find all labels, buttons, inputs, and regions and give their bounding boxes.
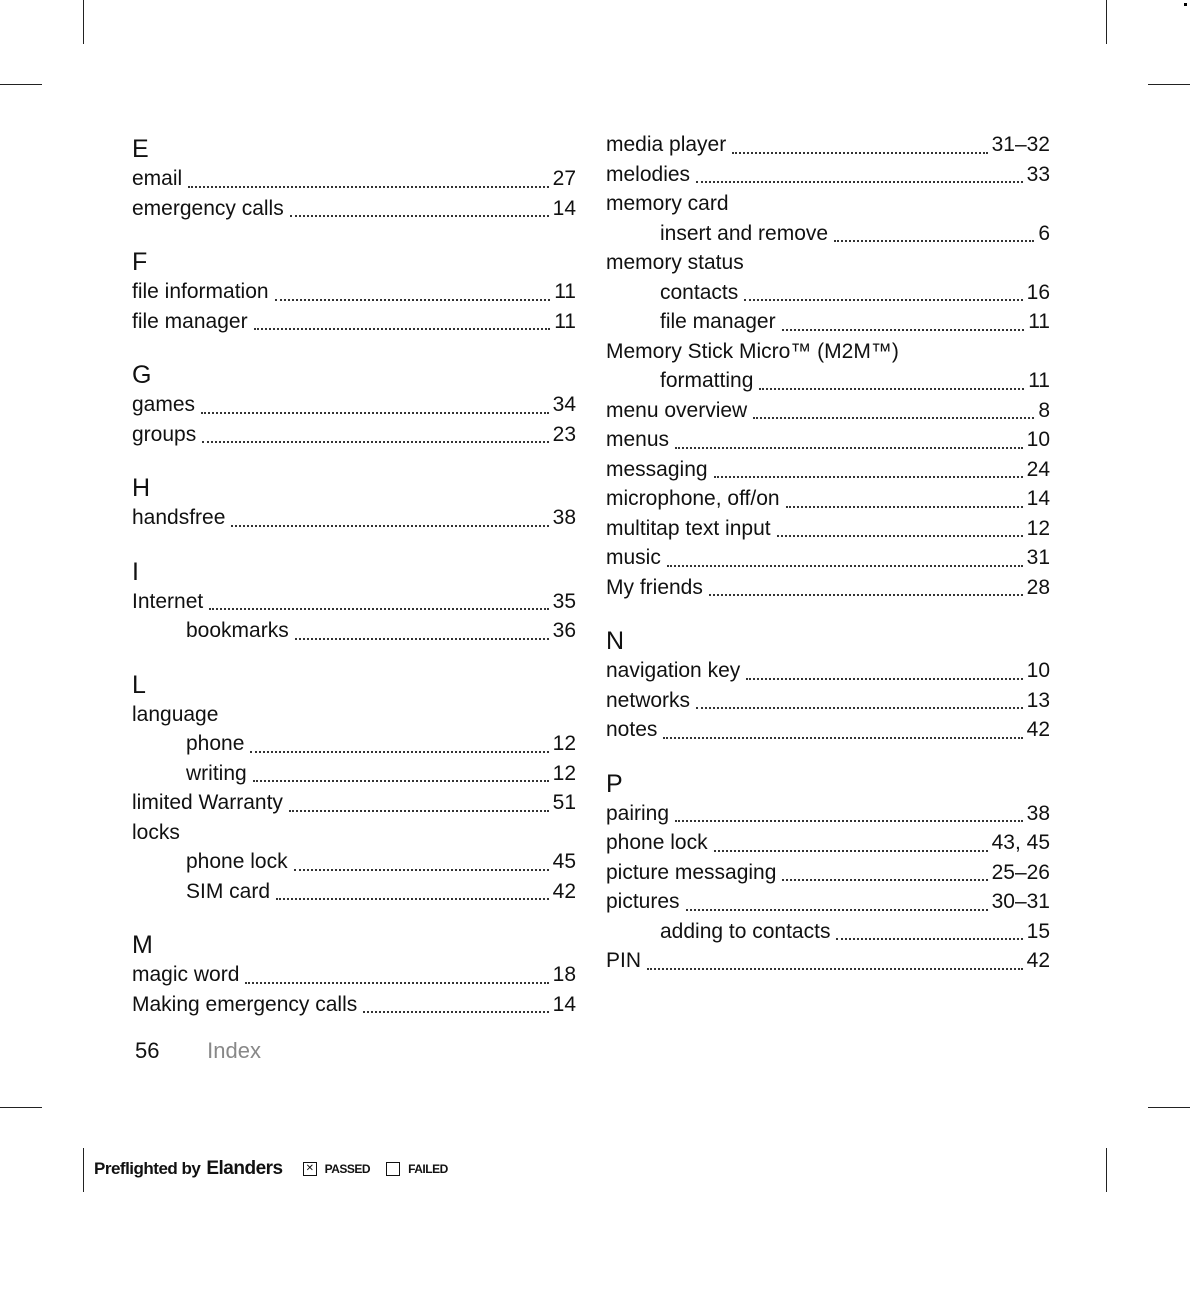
index-entry bbox=[606, 278, 1050, 308]
dot-leader bbox=[675, 427, 1023, 449]
index-entry bbox=[132, 194, 576, 224]
entry-term: file manager bbox=[132, 309, 248, 333]
crop-mark bbox=[0, 84, 42, 85]
index-entry bbox=[606, 917, 1050, 947]
entry-term: contacts bbox=[660, 280, 739, 304]
entry-page: 25–26 bbox=[991, 860, 1050, 884]
entry-page: 34 bbox=[552, 393, 576, 416]
dot-leader bbox=[686, 889, 988, 911]
index-entry bbox=[132, 818, 576, 848]
dot-leader bbox=[782, 859, 987, 881]
entry-page: 43, 45 bbox=[991, 831, 1050, 854]
dot-leader bbox=[667, 545, 1023, 567]
index-entry bbox=[606, 715, 1050, 745]
entry-page: 38 bbox=[1026, 801, 1050, 825]
entry-page: 11 bbox=[1028, 310, 1050, 333]
index-entry bbox=[606, 484, 1050, 514]
failed-label: FAILED bbox=[408, 1162, 448, 1176]
crop-mark bbox=[83, 0, 84, 44]
entry-page: 11 bbox=[554, 309, 576, 333]
crop-mark bbox=[0, 1107, 42, 1108]
entry-page: 23 bbox=[552, 422, 576, 446]
entry-term: PIN bbox=[606, 949, 642, 972]
entry-term: language bbox=[132, 702, 219, 726]
index-entry bbox=[132, 503, 576, 533]
entry-term: limited Warranty bbox=[132, 791, 283, 814]
dot-leader bbox=[696, 687, 1023, 709]
index-entry bbox=[132, 390, 576, 420]
index-entry bbox=[606, 887, 1050, 917]
entry-page: 14 bbox=[552, 992, 576, 1016]
entry-page: 12 bbox=[1026, 516, 1050, 540]
entry-page: 15 bbox=[1026, 919, 1050, 943]
entry-page: 10 bbox=[1026, 659, 1050, 682]
index-entry bbox=[606, 337, 1050, 367]
dot-leader bbox=[753, 397, 1034, 419]
entry-term: phone lock bbox=[606, 831, 708, 854]
preflight-label: Preflighted by bbox=[94, 1159, 201, 1178]
index-entry bbox=[132, 759, 576, 789]
entry-term: insert and remove bbox=[660, 221, 829, 245]
entry-page: 31–32 bbox=[991, 133, 1050, 156]
entry-page: 33 bbox=[1026, 162, 1050, 186]
dot-leader bbox=[744, 279, 1022, 301]
dot-leader bbox=[714, 830, 988, 852]
index-entry bbox=[606, 396, 1050, 426]
entry-term: handsfree bbox=[132, 506, 226, 529]
entry-page: 14 bbox=[552, 196, 576, 220]
crop-mark bbox=[83, 1148, 84, 1192]
index-left-column bbox=[132, 130, 576, 1039]
dot-leader bbox=[782, 309, 1025, 331]
entry-term: email bbox=[132, 167, 183, 190]
index-entry bbox=[606, 219, 1050, 249]
crop-mark bbox=[1106, 1148, 1107, 1192]
index-section bbox=[606, 765, 1050, 976]
index-entry bbox=[132, 847, 576, 877]
index-entry bbox=[132, 277, 576, 307]
section-letter: L bbox=[132, 670, 146, 699]
index-entry bbox=[606, 130, 1050, 160]
entry-term: phone bbox=[186, 732, 245, 755]
index-entry bbox=[132, 307, 576, 337]
section-letter: N bbox=[606, 627, 625, 655]
index-entry bbox=[606, 160, 1050, 190]
entry-page: 6 bbox=[1038, 221, 1050, 245]
section-letter: G bbox=[132, 361, 152, 389]
dot-leader bbox=[188, 166, 548, 188]
index-section bbox=[132, 469, 576, 533]
entry-term: menu overview bbox=[606, 398, 748, 422]
index-entry bbox=[606, 946, 1050, 976]
dot-leader bbox=[759, 368, 1024, 390]
index-entry bbox=[606, 248, 1050, 278]
dot-leader bbox=[714, 456, 1023, 478]
index-entry bbox=[606, 573, 1050, 603]
entry-term: pictures bbox=[606, 890, 680, 913]
dot-leader bbox=[786, 486, 1023, 508]
page-footer bbox=[135, 1038, 261, 1064]
index-entry bbox=[606, 799, 1050, 829]
entry-page: 30–31 bbox=[991, 890, 1050, 913]
index-entry bbox=[606, 189, 1050, 219]
index-entry bbox=[132, 788, 576, 818]
entry-term: memory status bbox=[606, 251, 744, 274]
entry-page: 12 bbox=[552, 732, 576, 755]
index-entry bbox=[606, 425, 1050, 455]
entry-term: adding to contacts bbox=[660, 919, 831, 943]
crop-mark bbox=[1106, 0, 1107, 44]
entry-term: media player bbox=[606, 133, 727, 156]
entry-term: music bbox=[606, 546, 661, 569]
entry-term: memory card bbox=[606, 192, 729, 215]
index-entry bbox=[132, 990, 576, 1020]
index-entry bbox=[606, 455, 1050, 485]
entry-page: 24 bbox=[1026, 457, 1050, 481]
dot-leader bbox=[363, 991, 548, 1013]
section-letter: P bbox=[606, 769, 623, 798]
entry-page: 11 bbox=[1028, 369, 1050, 392]
dot-leader bbox=[295, 618, 549, 640]
index-right-column bbox=[606, 130, 1050, 996]
dot-leader bbox=[836, 918, 1022, 940]
entry-term: bookmarks bbox=[186, 619, 289, 642]
index-entry bbox=[132, 700, 576, 730]
section-letter: H bbox=[132, 474, 151, 502]
entry-term: picture messaging bbox=[606, 860, 777, 884]
dot-leader bbox=[777, 515, 1023, 537]
section-letter: F bbox=[132, 248, 148, 276]
entry-term: groups bbox=[132, 422, 197, 446]
entry-term: emergency calls bbox=[132, 196, 284, 220]
entry-page: 51 bbox=[552, 791, 576, 814]
dot-leader bbox=[202, 421, 548, 443]
dot-leader bbox=[294, 849, 549, 871]
entry-term: Memory Stick Micro™ (M2M™) bbox=[606, 339, 899, 363]
dot-leader bbox=[201, 392, 549, 414]
entry-term: file information bbox=[132, 280, 269, 303]
preflight-brand: Elanders bbox=[206, 1158, 283, 1179]
entry-term: My friends bbox=[606, 575, 703, 599]
dot-leader bbox=[290, 195, 549, 217]
dot-leader bbox=[647, 948, 1023, 970]
crop-mark bbox=[1148, 84, 1190, 85]
entry-page: 28 bbox=[1026, 575, 1050, 599]
index-section bbox=[606, 622, 1050, 745]
index-entry bbox=[606, 366, 1050, 396]
entry-page: 45 bbox=[552, 850, 576, 873]
dot-leader bbox=[696, 161, 1023, 183]
entry-term: menus bbox=[606, 428, 670, 451]
entry-term: phone lock bbox=[186, 850, 288, 873]
index-section bbox=[132, 926, 576, 1019]
index-entry bbox=[132, 616, 576, 646]
section-letter: E bbox=[132, 135, 149, 163]
entry-term: navigation key bbox=[606, 659, 741, 682]
dot-leader bbox=[253, 760, 549, 782]
dot-leader bbox=[254, 308, 551, 330]
entry-page: 42 bbox=[1026, 949, 1050, 972]
dot-leader bbox=[289, 790, 549, 812]
entry-page: 42 bbox=[1026, 718, 1050, 741]
passed-label: PASSED bbox=[324, 1162, 371, 1176]
entry-term: magic word bbox=[132, 963, 240, 986]
dot-leader bbox=[732, 132, 987, 154]
passed-checkbox-icon: ✕ bbox=[303, 1162, 317, 1176]
entry-page: 27 bbox=[552, 167, 576, 190]
entry-term: notes bbox=[606, 718, 658, 741]
entry-term: messaging bbox=[606, 457, 708, 481]
index-entry bbox=[132, 420, 576, 450]
entry-term: networks bbox=[606, 688, 691, 712]
entry-page: 14 bbox=[1026, 487, 1050, 510]
entry-term: Making emergency calls bbox=[132, 992, 358, 1016]
index-entry bbox=[132, 729, 576, 759]
index-entry bbox=[606, 858, 1050, 888]
registration-dot bbox=[1184, 3, 1187, 6]
entry-term: formatting bbox=[660, 369, 754, 392]
entry-page: 31 bbox=[1026, 546, 1050, 569]
index-entry bbox=[606, 828, 1050, 858]
entry-page: 42 bbox=[552, 879, 576, 903]
index-entry bbox=[132, 587, 576, 617]
entry-term: Internet bbox=[132, 589, 204, 613]
index-entry bbox=[132, 877, 576, 907]
crop-mark bbox=[1148, 1107, 1190, 1108]
entry-page: 12 bbox=[552, 761, 576, 785]
entry-page: 16 bbox=[1026, 280, 1050, 304]
entry-term: multitap text input bbox=[606, 516, 771, 540]
entry-page: 11 bbox=[554, 280, 576, 303]
failed-checkbox-icon bbox=[386, 1162, 400, 1176]
index-entry bbox=[606, 543, 1050, 573]
index-entry bbox=[606, 514, 1050, 544]
entry-term: locks bbox=[132, 820, 180, 844]
section-letter: M bbox=[132, 931, 153, 959]
page-number: 56 bbox=[135, 1038, 160, 1063]
index-section bbox=[606, 130, 1050, 602]
entry-page: 8 bbox=[1038, 398, 1050, 422]
entry-page: 35 bbox=[552, 589, 576, 613]
index-entry bbox=[132, 960, 576, 990]
dot-leader bbox=[709, 574, 1023, 596]
entry-term: games bbox=[132, 393, 196, 416]
dot-leader bbox=[245, 962, 548, 984]
entry-page: 13 bbox=[1026, 688, 1050, 712]
preflight-stamp bbox=[94, 1158, 458, 1180]
entry-term: SIM card bbox=[186, 879, 271, 903]
entry-page: 18 bbox=[552, 963, 576, 986]
index-section bbox=[132, 130, 576, 223]
dot-leader bbox=[834, 220, 1034, 242]
entry-term: microphone, off/on bbox=[606, 487, 780, 510]
entry-term: pairing bbox=[606, 801, 670, 825]
dot-leader bbox=[209, 588, 548, 610]
section-letter: I bbox=[132, 557, 139, 586]
entry-page: 10 bbox=[1026, 428, 1050, 451]
index-section bbox=[132, 666, 576, 907]
section-title: Index bbox=[207, 1038, 261, 1063]
dot-leader bbox=[250, 731, 548, 753]
index-section bbox=[132, 356, 576, 449]
dot-leader bbox=[231, 505, 548, 527]
index-entry bbox=[606, 686, 1050, 716]
entry-term: writing bbox=[186, 761, 247, 785]
dot-leader bbox=[275, 279, 551, 301]
dot-leader bbox=[276, 878, 549, 900]
dot-leader bbox=[675, 800, 1023, 822]
entry-term: file manager bbox=[660, 310, 776, 333]
dot-leader bbox=[746, 658, 1022, 680]
entry-page: 38 bbox=[552, 506, 576, 529]
entry-term: melodies bbox=[606, 162, 691, 186]
entry-page: 36 bbox=[552, 619, 576, 642]
index-section bbox=[132, 243, 576, 336]
index-entry bbox=[132, 164, 576, 194]
index-entry bbox=[606, 307, 1050, 337]
index-entry bbox=[606, 656, 1050, 686]
index-section bbox=[132, 553, 576, 646]
dot-leader bbox=[663, 717, 1022, 739]
